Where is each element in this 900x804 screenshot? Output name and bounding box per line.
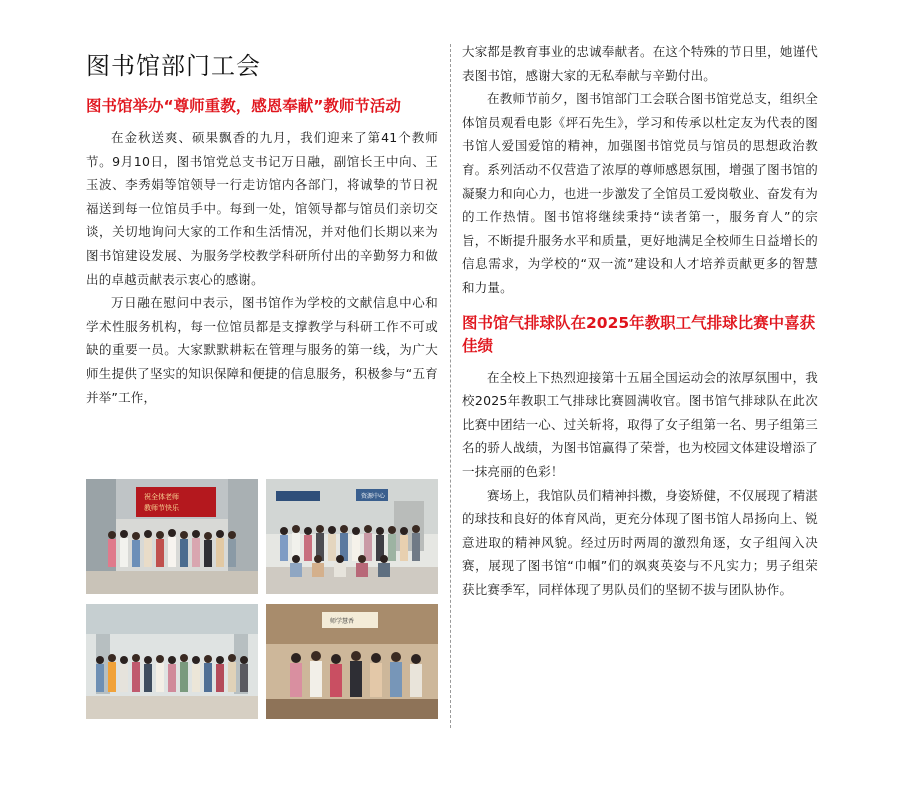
article-2-paragraph: 赛场上，我馆队员们精神抖擞，身姿矫健，不仅展现了精湛的球技和良好的体育风尚，更充分体现了图书馆人昂扬向上、锐意进取的精神风貌。经过历时两周的激烈角逐，女子组闯入决赛，展现了图书馆“巾帼”们的飒爽英姿与不凡实力；男子组荣获比赛季军，同样体现了男队员们的坚韧不拔与团队协作。 xyxy=(462,487,818,597)
column-divider xyxy=(450,44,451,728)
article-2-title: 图书馆气排球队在2025年教职工气排球比赛中喜获佳绩 xyxy=(462,313,816,355)
article-2-paragraph: 在全校上下热烈迎接第十五届全国运动会的浓厚氛围中，我校2025年教职工气排球比赛圆满收官。图书馆气排球队在此次比赛中团结一心、过关斩将，取得了女子组第一名、男子组第三名的骄人战绩，为图书馆赢得了荣誉，也为校园文体建设增添了一抹亮丽的色彩！ xyxy=(462,369,818,479)
photo-staff-group-lobby xyxy=(86,604,258,719)
article-1-paragraph: 在金秋送爽、硕果飘香的九月，我们迎来了第41个教师节。9月10日，图书馆党总支书记万日融，副馆长王中向、王玉波、李秀娟等馆领导一行走访馆内各部门，将诚挚的节日祝福送到每一位馆员手中。每到一处，馆领导都与馆员们亲切交谈，关切地询问大家的工作和生活情况，并对他们长期以来为图书馆建设发展、为服务学校教学科研所付出的辛勤努力和做出的卓越贡献表示衷心的感谢。 xyxy=(86,130,438,287)
photo-staff-group-calligraphy xyxy=(266,604,438,719)
door-sign-text: 资源中心 xyxy=(361,493,386,500)
banner-text: 祝全体老师 xyxy=(144,493,179,501)
left-column xyxy=(86,40,438,409)
right-column xyxy=(462,40,818,601)
photo-staff-group-banner xyxy=(86,479,258,594)
calligraphy-sign-text: 师学慧香 xyxy=(330,618,355,625)
banner-text: 教师节快乐 xyxy=(144,504,179,512)
photo-grid xyxy=(86,479,438,719)
section-title: 图书馆部门工会 xyxy=(86,52,261,80)
article-1-paragraph: 万日融在慰问中表示，图书馆作为学校的文献信息中心和学术性服务机构，每一位馆员都是支撑教学与科研工作不可或缺的重要一员。大家默默耕耘在管理与服务的第一线，为广大师生提供了坚实的知识保障和便捷的信息服务，积极参与“五育并举”工作， xyxy=(86,295,438,405)
photo-staff-group-office xyxy=(266,479,438,594)
article-1-continued-paragraph: 在教师节前夕，图书馆部门工会联合图书馆党总支，组织全体馆员观看电影《坪石先生》，学习和传承以杜定友为代表的图书馆人爱国爱馆的精神，加强图书馆党员与馆员的思想政治教育。系列活动不仅营造了浓厚的尊师感恩氛围，增强了图书馆的凝聚力和向心力，也进一步激发了全馆员工爱岗敬业、奋发有为的工作热情。图书馆将继续秉持“读者第一，服务育人”的宗旨，不断提升服务水平和质量，更好地满足全校师生日益增长的信息需求，为学校的“双一流”建设和人才培养贡献更多的智慧和力量。 xyxy=(462,91,818,295)
article-1-continued-paragraph: 大家都是教育事业的忠诚奉献者。在这个特殊的节日里，她谨代表图书馆，感谢大家的无私奉献与辛勤付出。 xyxy=(462,44,818,83)
article-1-title: 图书馆举办“尊师重教，感恩奉献”教师节活动 xyxy=(86,97,401,115)
